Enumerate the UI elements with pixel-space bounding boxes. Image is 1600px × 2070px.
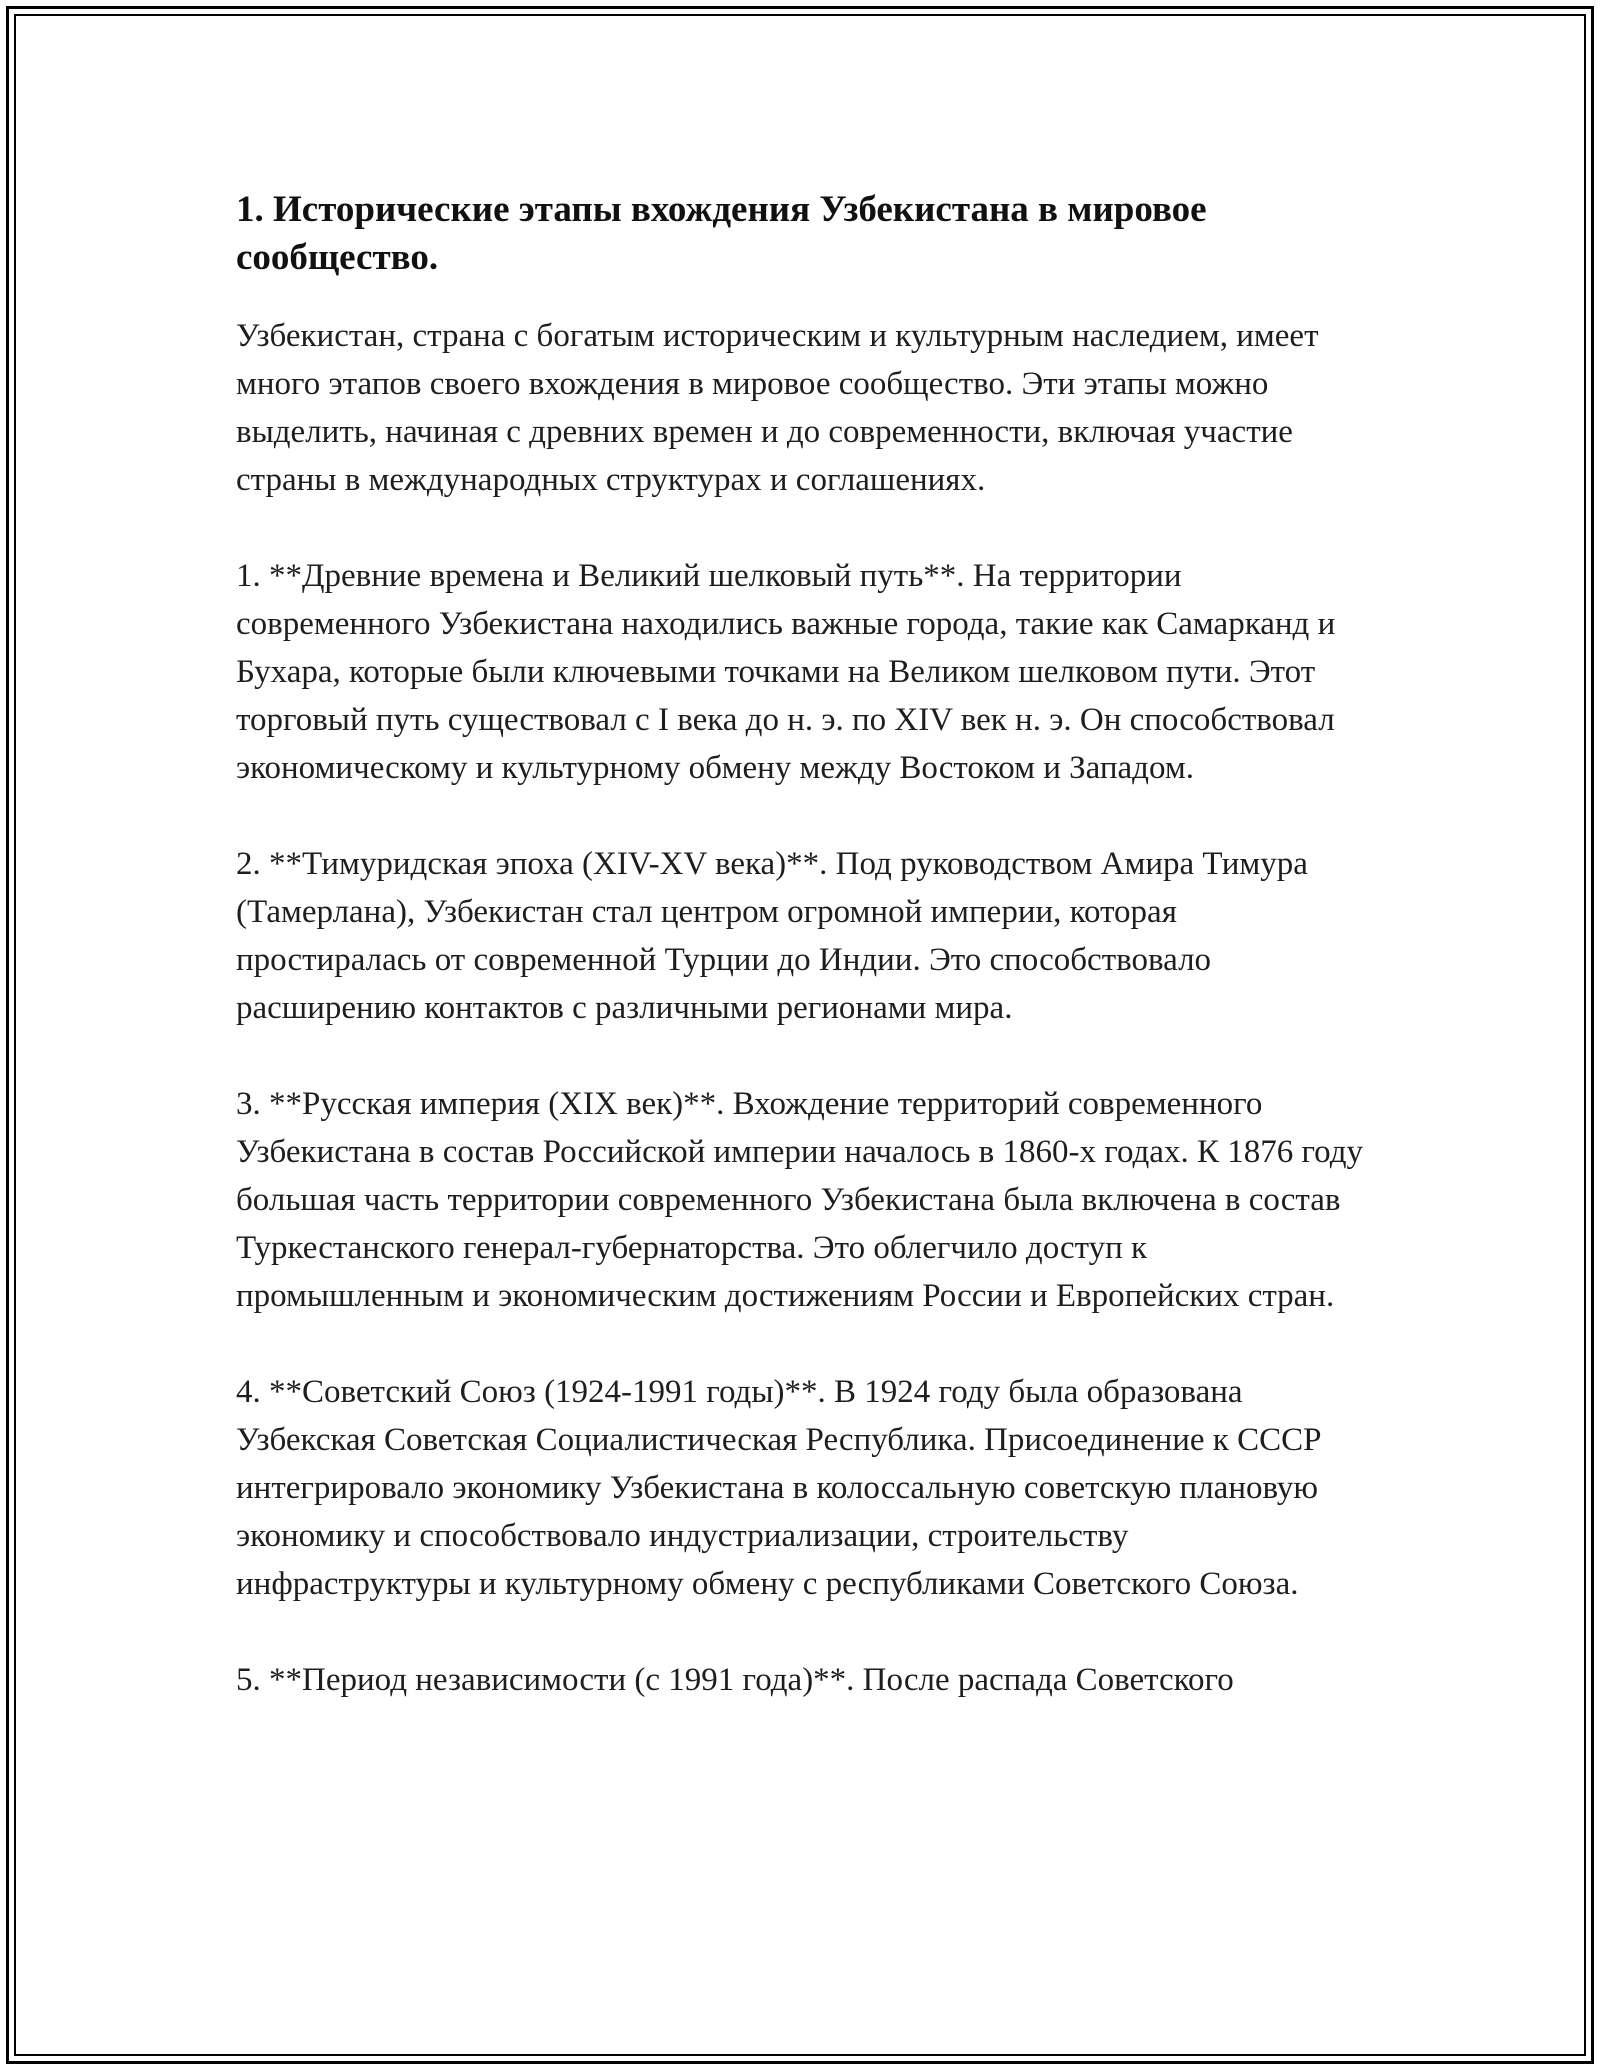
section-paragraph-timurid-era: 2. **Тимуридская эпоха (XIV-XV века)**. Под руководством Амира Тимура (Тамерлана), Узбекистан стал центром огромной империи, которая простиралась от современной Турции до Индии. Это способствовало расширению контактов с различными регионами мира. [236,846,1308,1026]
section-paragraph-russian-empire: 3. **Русская империя (XIX век)**. Вхождение территорий современного Узбекистана в состав Российской империи началось в 1860-х годах. К 1876 году большая часть территории современного Узбекистана была включена в состав Туркестанского генерал-губернаторства. Это облегчило доступ к промышленным и экономическим достижениям России и Европейских стран. [236,1086,1364,1314]
section-paragraph-soviet-union: 4. **Советский Союз (1924-1991 годы)**. В 1924 году была образована Узбекская Советская Социалистическая Республика. Присоединение к СССР интегрировало экономику Узбекистана в колоссальную советскую плановую экономику и способствовало индустриализации, строительству инфраструктуры и культурному обмену с республиками Советского Союза. [236,1374,1322,1602]
document-body [236,186,1366,1704]
section-paragraph-independence: 5. **Период независимости (с 1991 года)**. После распада Советского [236,1662,1234,1698]
intro-paragraph: Узбекистан, страна с богатым историческим и культурным наследием, имеет много этапов своего вхождения в мировое сообщество. Эти этапы можно выделить, начиная с древних времен и до современности, включая участие страны в международных структурах и соглашениях. [236,318,1319,498]
section-paragraph-silk-road: 1. **Древние времена и Великий шелковый путь**. На территории современного Узбекистана находились важные города, такие как Самарканд и Бухара, которые были ключевыми точками на Великом шелковом пути. Этот торговый путь существовал с I века до н. э. по XIV век н. э. Он способствовал экономическому и культурному обмену между Востоком и Западом. [236,558,1336,786]
document-title: 1. Исторические этапы вхождения Узбекистана в мировое сообщество. [236,189,1207,278]
